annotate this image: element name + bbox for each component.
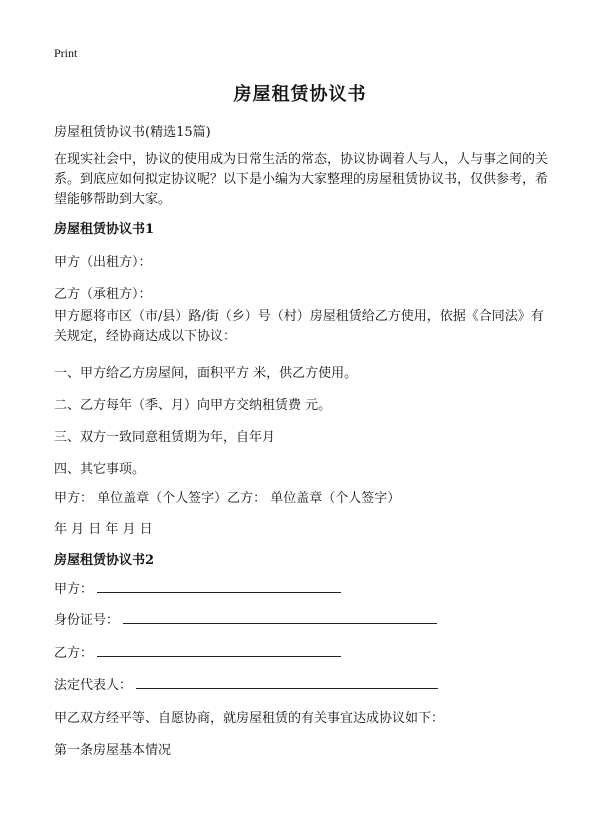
print-link[interactable]: Print: [54, 46, 78, 60]
field-party-a-label: 甲方：: [54, 582, 94, 597]
clause-intro: 甲方愿将市区（市/县）路/街（乡）号（村）房屋租赁给乙方使用，依据《合同法》有关规定，经协商达成以下协议：: [54, 309, 544, 344]
signature-line: 甲方： 单位盖章（个人签字）乙方： 单位盖章（个人签字）: [54, 491, 401, 506]
section1-heading: 房屋租赁协议书1: [54, 222, 155, 237]
party-b-lessee: 乙方（承租方）：: [54, 287, 152, 302]
document-title: 房屋租赁协议书: [233, 84, 367, 105]
clause-item-2: 二、乙方每年（季、月）向甲方交纳租赁费 元。: [54, 398, 332, 413]
field-party-a: [54, 578, 341, 597]
clause-item-3: 三、双方一致同意租赁期为年，自年月: [54, 430, 276, 445]
field-legal-rep-label: 法定代表人：: [54, 678, 133, 693]
party-a-lessor: 甲方（出租方）：: [54, 255, 152, 270]
agreement-statement: 甲乙双方经平等、自愿协商，就房屋租赁的有关事宜达成协议如下：: [54, 711, 445, 726]
article-1-heading: 第一条房屋基本情况: [54, 743, 172, 758]
date-line: 年 月 日 年 月 日: [54, 522, 153, 537]
intro-paragraph: 在现实社会中，协议的使用成为日常生活的常态，协议协调着人与人，人与事之间的关系。到底应如何拟定协议呢？以下是小编为大家整理的房屋租赁协议书，仅供参考，希望能够帮助到大家。: [54, 152, 549, 207]
party-b-blank[interactable]: [97, 642, 341, 657]
field-id-number: [54, 609, 437, 628]
section2-heading: 房屋租赁协议书2: [54, 553, 155, 568]
field-id-label: 身份证号：: [54, 613, 120, 628]
clause-item-1: 一、甲方给乙方房屋间，面积平方 米，供乙方使用。: [54, 366, 358, 381]
document-subtitle: 房屋租赁协议书(精选15篇): [54, 125, 211, 140]
field-legal-rep: [54, 674, 438, 693]
field-party-b: [54, 642, 341, 661]
clause-item-4: 四、其它事项。: [54, 462, 146, 477]
party-a-blank[interactable]: [97, 578, 341, 593]
id-number-blank[interactable]: [123, 609, 437, 624]
legal-rep-blank[interactable]: [136, 674, 438, 689]
field-party-b-label: 乙方：: [54, 646, 94, 661]
